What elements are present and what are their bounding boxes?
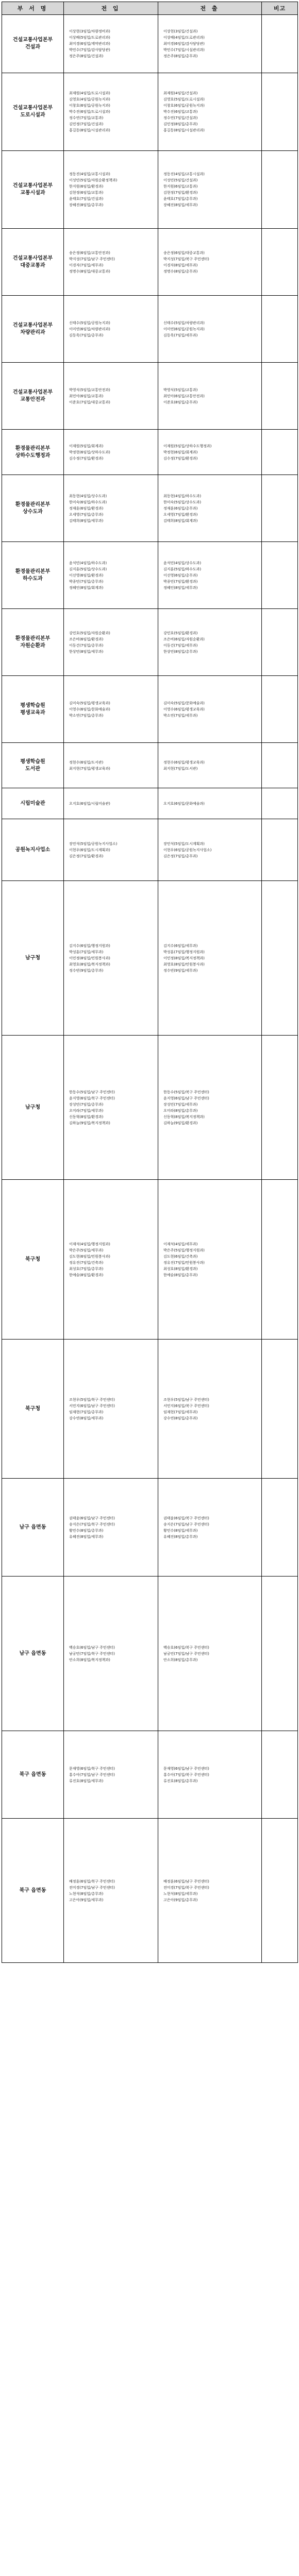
transfer-out-list (158, 743, 262, 788)
transfer-in-list (64, 1479, 158, 1577)
transfer-out-entry: 장혜진(8임입/세무과) (163, 203, 198, 207)
note-cell (262, 15, 298, 73)
transfer-out-entry: 신태수(5임입/차량관리과) (163, 320, 205, 325)
transfer-in-entry: 남궁민(7임입/북구 주민센터) (69, 1651, 115, 1656)
transfer-out-entry: 정수연(7임입/건설과) (163, 116, 198, 120)
transfer-out-entry: 강민호(5임입/환경과) (163, 631, 198, 635)
transfer-out-entry: 이상배(4임입/도로관리과) (163, 36, 205, 40)
transfer-in-entry: 홍길동(8임입/시설관리과) (69, 128, 110, 132)
transfer-in-entry: 이상배(5임입/도로관리과) (69, 36, 110, 40)
transfer-out-entry: 이경자(8임입/세무과) (163, 263, 198, 267)
transfer-in-entry: 류진호(8임입/세무과) (69, 1778, 104, 1783)
transfer-in-entry: 김하늘(9임입/복지정책과) (69, 1121, 110, 1125)
transfer-out-entry: 김민정(8임입/총무과) (163, 122, 198, 126)
transfer-out-entry: 노현석(8임입/세무과) (163, 1891, 198, 1896)
department-name: 건설교통사업본부 도로시설과 (2, 73, 64, 151)
transfer-in-entry: 박은주(5임입/세무과) (69, 1248, 104, 1252)
transfer-row (2, 1479, 298, 1577)
header-note: 비고 (262, 2, 298, 15)
transfer-out-entry: 조은비(6임입/자원순환과) (163, 637, 205, 641)
transfer-in-list (64, 1819, 158, 1963)
department-name: 공원녹지사업소 (2, 819, 64, 881)
transfer-out-entry: 이미연(6임입/공원녹지과) (163, 327, 205, 331)
transfer-in-entry: 윤태호(7임입/건설과) (69, 197, 104, 201)
transfer-out-entry: 이재원(5임입/상하수도행정과) (163, 444, 212, 448)
department-name: 북구 읍면동 (2, 1819, 64, 1963)
transfer-row (2, 743, 298, 788)
transfer-out-entry: 김도현(6임입/건축과) (163, 1254, 198, 1259)
transfer-in-entry: 오세영(7임입/총무과) (69, 512, 104, 517)
transfer-out-entry: 최재원(4임입/건설과) (163, 91, 198, 95)
transfer-out-list (158, 430, 262, 475)
transfer-out-entry: 김태희(8임입/회계과) (163, 518, 198, 523)
transfer-out-entry: 박성훈(7임입/행정지원과) (163, 950, 205, 954)
transfer-out-list (158, 151, 262, 229)
transfer-in-entry: 유혜진(8임입/세무과) (69, 1534, 104, 1539)
department-name: 남구 읍면동 (2, 1479, 64, 1577)
transfer-in-entry: 박소연(7임입/총무과) (69, 713, 104, 718)
transfer-in-entry: 배정훈(6임입/북구 주민센터) (69, 1879, 115, 1884)
transfer-out-entry: 유혜진(8임입/총무과) (163, 1534, 198, 1539)
transfer-in-entry: 박수진(6임입/도로시설과) (69, 110, 110, 114)
transfer-out-entry: 정현수(6임입/평생교육과) (163, 760, 205, 765)
transfer-in-entry: 정현수(6임입/도서관) (69, 760, 104, 765)
transfer-in-entry: 송은정(6임입/교통안전과) (69, 250, 110, 255)
transfer-out-entry: 이성민(5임입/건설과) (163, 178, 198, 182)
transfer-out-entry: 문재영(6임입/남구 주민센터) (163, 1766, 209, 1771)
transfer-in-entry: 박정현(6임입/상하수도과) (69, 450, 110, 454)
transfer-in-list (64, 676, 158, 743)
transfer-in-entry: 신동혁(8임입/환경과) (69, 1114, 104, 1119)
transfer-in-entry: 이재석(4임입/행정지원과) (69, 1242, 110, 1246)
transfer-in-entry: 최재원(4임입/도로시설과) (69, 91, 110, 95)
transfer-out-entry: 이동건(7임입/세무과) (163, 643, 198, 648)
transfer-in-entry: 장민석(5임입/공원녹지사업소) (69, 841, 118, 846)
transfer-in-list (64, 229, 158, 296)
transfer-out-entry: 한예슬(8임입/총무과) (163, 1273, 198, 1277)
transfer-out-entry: 이재석(4임입/세무과) (163, 1242, 198, 1246)
transfer-out-entry: 박지성(7임입/북구 주민센터) (163, 257, 209, 261)
transfer-row (2, 475, 298, 542)
transfer-in-entry: 권태윤(6임입/남구 주민센터) (69, 1516, 115, 1520)
transfer-out-entry: 한동수(5임입/북구 주민센터) (163, 1090, 209, 1094)
transfer-out-entry: 오세영(7임입/환경과) (163, 512, 198, 517)
note-cell (262, 1479, 298, 1577)
transfer-row (2, 15, 298, 73)
transfer-out-entry: 박종민(7임입/환경과) (163, 579, 198, 584)
transfer-out-entry: 한미숙(5임입/상수도과) (163, 500, 202, 504)
transfer-out-entry: 이상현(3임입/건설과) (163, 29, 198, 33)
transfer-out-entry: 박정현(6임입/회계과) (163, 450, 198, 454)
transfer-in-entry: 박지성(7임입/남구 주민센터) (69, 257, 115, 261)
transfer-out-entry: 오지호(6임입/문화예술과) (163, 801, 205, 806)
transfer-in-entry: 김미숙(5임입/평생교육과) (69, 701, 110, 705)
transfer-in-entry: 장성민(7임입/총무과) (69, 1102, 104, 1107)
transfer-in-entry: 안소희(8임입/복지정책과) (69, 1657, 110, 1662)
department-name: 건설교통사업본부 차량관리과 (2, 296, 64, 363)
note-cell (262, 475, 298, 542)
department-name: 환경물관리본부 하수도과 (2, 542, 64, 609)
transfer-out-list (158, 1819, 262, 1963)
transfer-out-entry: 정재훈(6임입/총무과) (163, 506, 198, 511)
transfer-in-list (64, 881, 158, 1036)
transfer-row (2, 1036, 298, 1180)
transfer-out-entry: 이영수(6임입/평생교육과) (163, 707, 205, 711)
transfer-in-entry: 조현우(5임입/북구 주민센터) (69, 1397, 115, 1402)
transfer-in-entry: 이경자(7임입/세무과) (69, 263, 104, 267)
transfer-out-entry: 정은주(8임입/총무과) (163, 54, 198, 58)
transfer-in-entry: 송지은(7임입/북구 주민센터) (69, 1522, 115, 1527)
transfer-out-entry: 김은정(7임입/총무과) (163, 854, 198, 858)
transfer-in-entry: 홍수아(7임입/남구 주민센터) (69, 1772, 115, 1777)
transfer-row (2, 788, 298, 819)
transfer-in-entry: 강수연(8임입/세무과) (69, 1416, 104, 1420)
transfer-row (2, 363, 298, 430)
transfer-out-entry: 전미경(7임입/북구 주민센터) (163, 1885, 209, 1890)
transfer-in-entry: 한미숙(6임입/하수도과) (69, 500, 107, 504)
transfer-in-entry: 정유진(7임입/건축과) (69, 1260, 104, 1265)
transfer-row (2, 609, 298, 676)
transfer-out-entry: 백승호(6임입/북구 주민센터) (163, 1645, 209, 1650)
transfer-in-entry: 이상현(3임입/차량정비과) (69, 29, 110, 33)
transfer-out-entry: 정명수(8임입/총무과) (163, 269, 198, 274)
transfer-in-list (64, 819, 158, 881)
transfer-in-list (64, 15, 158, 73)
transfer-in-entry: 이현우(6임입/도시계획과) (69, 848, 110, 852)
transfer-in-entry: 백승호(6임입/남구 주민센터) (69, 1645, 115, 1650)
transfer-out-entry: 김현정(7임입/환경과) (163, 191, 198, 195)
transfer-out-entry: 최동현(4임입/하수도과) (163, 494, 202, 498)
transfer-row (2, 676, 298, 743)
note-cell (262, 743, 298, 788)
transfer-out-entry: 안소희(8임입/총무과) (163, 1657, 198, 1662)
transfer-table (2, 2, 298, 1963)
transfer-out-entry: 박영식(5임입/교통과) (163, 387, 198, 392)
transfer-in-list (64, 609, 158, 676)
transfer-out-entry: 김영호(5임입/도로시설과) (163, 97, 205, 101)
transfer-in-entry: 최미경(6임입/계약관리과) (69, 42, 110, 46)
transfer-row (2, 296, 298, 363)
transfer-out-entry: 배정훈(6임입/남구 주민센터) (163, 1879, 209, 1884)
transfer-row (2, 151, 298, 229)
transfer-in-entry: 정수연(7임입/교통과) (69, 116, 104, 120)
note-cell (262, 676, 298, 743)
department-name: 북구청 (2, 1340, 64, 1479)
transfer-out-entry: 조현우(5임입/남구 주민센터) (163, 1397, 209, 1402)
note-cell (262, 609, 298, 676)
transfer-in-entry: 이창호(6임입/공원녹지과) (69, 104, 110, 108)
transfer-in-entry: 장혜진(8임입/총무과) (69, 203, 104, 207)
note-cell (262, 1577, 298, 1731)
department-name: 환경물관리본부 상수도과 (2, 475, 64, 542)
transfer-in-entry: 이미연(6임입/차량관리과) (69, 327, 110, 331)
transfer-out-entry: 홍길동(8임입/시설관리과) (163, 128, 205, 132)
transfer-in-entry: 김태희(8임입/세무과) (69, 518, 104, 523)
transfer-out-entry: 서민지(6임입/북구 주민센터) (163, 1403, 209, 1408)
transfer-in-entry: 정수빈(9임입/총무과) (69, 968, 104, 973)
transfer-in-entry: 김민정(7임입/건설과) (69, 122, 104, 126)
transfer-row (2, 542, 298, 609)
note-cell (262, 151, 298, 229)
transfer-out-entry: 윤지영(6임입/남구 주민센터) (163, 1096, 209, 1100)
transfer-out-entry: 류진호(8임입/총무과) (163, 1778, 198, 1783)
transfer-out-list (158, 15, 262, 73)
note-cell (262, 1819, 298, 1963)
transfer-in-list (64, 296, 158, 363)
note-cell (262, 1036, 298, 1180)
transfer-in-list (64, 430, 158, 475)
transfer-out-entry: 김동욱(7임입/세무과) (163, 333, 198, 337)
transfer-rows (2, 15, 298, 1963)
transfer-in-entry: 정재훈(6임입/환경과) (69, 506, 104, 511)
transfer-in-entry: 김지훈(5임입/상수도과) (69, 567, 107, 571)
transfer-out-entry: 최지현(7임입/도서관) (163, 766, 198, 771)
transfer-in-list (64, 788, 158, 819)
transfer-out-list (158, 788, 262, 819)
transfer-in-entry: 최성호(7임입/총무과) (69, 1266, 104, 1271)
department-name: 건설교통사업본부 대중교통과 (2, 229, 64, 296)
transfer-out-entry: 이선영(6임입/총무과) (163, 573, 198, 578)
note-cell (262, 1731, 298, 1819)
transfer-out-entry: 박수진(6임입/교통과) (163, 110, 198, 114)
transfer-out-entry: 오미라(8임입/총무과) (163, 1108, 198, 1113)
transfer-row (2, 1819, 298, 1963)
transfer-in-entry: 이성민(5임입/자원순환정책과) (69, 178, 118, 182)
transfer-out-list (158, 676, 262, 743)
transfer-in-entry: 오지호(6임입/시립미술관) (69, 801, 110, 806)
transfer-in-entry: 이동건(7임입/총무과) (69, 643, 104, 648)
transfer-out-entry: 최영호(8임입/민원봉사과) (163, 962, 205, 967)
transfer-out-list (158, 1731, 262, 1819)
transfer-out-entry: 권태윤(6임입/북구 주민센터) (163, 1516, 209, 1520)
transfer-in-entry: 김영호(4임입/공원녹지과) (69, 97, 110, 101)
transfer-in-entry: 김도현(6임입/민원봉사과) (69, 1254, 110, 1259)
transfer-out-list (158, 1479, 262, 1577)
department-name: 시립미술관 (2, 788, 64, 819)
transfer-in-list (64, 151, 158, 229)
transfer-out-entry: 김하늘(9임입/환경과) (163, 1121, 198, 1125)
transfer-in-entry: 박영식(5임입/교통안전과) (69, 387, 110, 392)
department-name: 건설교통사업본부 건설과 (2, 15, 64, 73)
department-name: 남구 읍면동 (2, 1577, 64, 1731)
header-row (2, 2, 298, 15)
transfer-out-entry: 이준호(8임입/총무과) (163, 400, 198, 404)
transfer-out-entry: 정수빈(9임입/세무과) (163, 968, 198, 973)
transfer-in-entry: 한예슬(8임입/환경과) (69, 1273, 104, 1277)
transfer-row (2, 819, 298, 881)
transfer-out-entry: 한지원(6임입/교통과) (163, 184, 198, 189)
transfer-in-entry: 최지현(7임입/평생교육과) (69, 766, 110, 771)
note-cell (262, 73, 298, 151)
transfer-out-entry: 장성민(7임입/세무과) (163, 1102, 198, 1107)
transfer-out-entry: 김지수(6임입/세무과) (163, 943, 198, 948)
department-name: 평생학습원 도서관 (2, 743, 64, 788)
transfer-in-list (64, 363, 158, 430)
department-name: 남구청 (2, 881, 64, 1036)
note-cell (262, 819, 298, 881)
transfer-row (2, 881, 298, 1036)
transfer-in-entry: 정명수(8임입/대중교통과) (69, 269, 110, 274)
transfer-out-list (158, 542, 262, 609)
header-transfer-out: 전 출 (158, 2, 262, 15)
transfer-row (2, 1340, 298, 1479)
transfer-in-entry: 김지수(6임입/행정지원과) (69, 943, 110, 948)
transfer-out-list (158, 881, 262, 1036)
transfer-out-entry: 최민아(6임입/교통안전과) (163, 394, 205, 398)
transfer-in-entry: 김은정(7임입/환경과) (69, 854, 104, 858)
transfer-out-entry: 남궁민(7임입/남구 주민센터) (163, 1651, 209, 1656)
note-cell (262, 430, 298, 475)
transfer-in-list (64, 73, 158, 151)
transfer-out-entry: 강수연(8임입/총무과) (163, 1416, 198, 1420)
transfer-in-entry: 문재영(6임입/북구 주민센터) (69, 1766, 115, 1771)
transfer-in-entry: 이준호(7임입/대중교통과) (69, 400, 110, 404)
transfer-out-entry: 박은주(5임입/행정지원과) (163, 1248, 205, 1252)
transfer-row (2, 1180, 298, 1340)
department-name: 북구청 (2, 1180, 64, 1340)
transfer-row (2, 73, 298, 151)
transfer-out-entry: 최성호(8임입/환경과) (163, 1266, 198, 1271)
transfer-in-entry: 한지원(6임입/환경과) (69, 184, 104, 189)
transfer-out-entry: 최미경(6임입/감사담당관) (163, 42, 205, 46)
note-cell (262, 296, 298, 363)
transfer-out-entry: 한상민(8임입/총무과) (163, 649, 198, 654)
transfer-in-entry: 노현석(8임입/총무과) (69, 1891, 104, 1896)
transfer-in-entry: 박성훈(7임입/세무과) (69, 950, 104, 954)
transfer-in-list (64, 542, 158, 609)
note-cell (262, 542, 298, 609)
transfer-in-entry: 이영수(6임입/문화예술과) (69, 707, 110, 711)
transfer-out-entry: 임재현(7임입/세무과) (163, 1410, 198, 1414)
transfer-in-entry: 이재원(5임입/회계과) (69, 444, 104, 448)
transfer-out-entry: 이창호(6임입/공원녹지과) (163, 104, 205, 108)
transfer-out-entry: 고은아(9임입/총무과) (163, 1897, 198, 1902)
transfer-in-entry: 최민아(6임입/교통과) (69, 394, 104, 398)
transfer-out-entry: 김수정(7임입/환경과) (163, 456, 198, 461)
transfer-in-list (64, 1340, 158, 1479)
transfer-in-entry: 박종민(7임입/총무과) (69, 579, 104, 584)
transfer-in-list (64, 1577, 158, 1731)
transfer-out-entry: 장민석(5임입/도시계획과) (163, 841, 205, 846)
transfer-out-list (158, 609, 262, 676)
transfer-in-entry: 김동욱(7임입/총무과) (69, 333, 104, 337)
transfer-out-list (158, 1577, 262, 1731)
note-cell (262, 1180, 298, 1340)
transfer-in-entry: 오미라(7임입/세무과) (69, 1108, 104, 1113)
transfer-in-entry: 최영호(8임입/복지정책과) (69, 962, 110, 967)
note-cell (262, 229, 298, 296)
department-name: 환경물관리본부 자원순환과 (2, 609, 64, 676)
note-cell (262, 788, 298, 819)
transfer-in-entry: 김현정(6임입/교통과) (69, 191, 104, 195)
transfer-in-entry: 강민호(5임입/자원순환과) (69, 631, 110, 635)
department-name: 건설교통사업본부 교통시설과 (2, 151, 64, 229)
transfer-out-list (158, 1340, 262, 1479)
header-transfer-in: 전 입 (64, 2, 158, 15)
transfer-in-entry: 김수정(7임입/환경과) (69, 456, 104, 461)
department-name: 환경물관리본부 상하수도행정과 (2, 430, 64, 475)
note-cell (262, 1340, 298, 1479)
transfer-in-entry: 임재현(7임입/총무과) (69, 1410, 104, 1414)
transfer-in-entry: 정동진(4임입/교통시설과) (69, 172, 110, 176)
transfer-out-entry: 박소연(7임입/세무과) (163, 713, 198, 718)
transfer-in-entry: 황민수(8임입/총무과) (69, 1528, 104, 1533)
transfer-out-entry: 송지은(7임입/남구 주민센터) (163, 1522, 209, 1527)
transfer-in-list (64, 475, 158, 542)
transfer-out-entry: 김지훈(5임입/하수도과) (163, 567, 202, 571)
transfer-in-entry: 조은비(6임입/환경과) (69, 637, 104, 641)
transfer-out-list (158, 819, 262, 881)
transfer-in-list (64, 743, 158, 788)
transfer-out-entry: 이현우(6임입/공원녹지사업소) (163, 848, 212, 852)
transfer-in-entry: 한동수(5임입/남구 주민센터) (69, 1090, 115, 1094)
transfer-in-entry: 고은아(9임입/세무과) (69, 1897, 104, 1902)
note-cell (262, 363, 298, 430)
note-cell (262, 881, 298, 1036)
transfer-in-list (64, 1180, 158, 1340)
transfer-out-list (158, 1180, 262, 1340)
transfer-out-list (158, 363, 262, 430)
transfer-in-entry: 박민수(7임입/감사담당관) (69, 48, 110, 52)
transfer-row (2, 1731, 298, 1819)
transfer-in-list (64, 1731, 158, 1819)
transfer-out-list (158, 1036, 262, 1180)
transfer-in-entry: 전미경(7임입/남구 주민센터) (69, 1885, 115, 1890)
transfer-row (2, 430, 298, 475)
transfer-out-entry: 송은정(6임입/대중교통과) (163, 250, 205, 255)
transfer-out-entry: 정동진(4임입/교통시설과) (163, 172, 205, 176)
transfer-out-entry: 홍수아(7임입/북구 주민센터) (163, 1772, 209, 1777)
transfer-out-entry: 이민정(8임입/복지정책과) (163, 956, 205, 960)
header-dept: 부 서 명 (2, 2, 64, 15)
transfer-in-list (64, 1036, 158, 1180)
transfer-out-entry: 황민수(8임입/세무과) (163, 1528, 198, 1533)
personnel-transfer-document (2, 2, 297, 1963)
transfer-out-list (158, 475, 262, 542)
transfer-out-list (158, 73, 262, 151)
department-name: 남구청 (2, 1036, 64, 1180)
transfer-row (2, 1577, 298, 1731)
transfer-out-entry: 김미숙(5임입/문화예술과) (163, 701, 205, 705)
transfer-out-entry: 박민수(7임입/시설관리과) (163, 48, 205, 52)
transfer-out-entry: 윤석민(4임입/상수도과) (163, 561, 202, 565)
transfer-in-entry: 신태수(5임입/공원녹지과) (69, 320, 110, 325)
transfer-out-entry: 정혜인(8임입/세무과) (163, 585, 198, 590)
transfer-in-entry: 최동현(4임입/상수도과) (69, 494, 107, 498)
transfer-in-entry: 윤지영(6임입/북구 주민센터) (69, 1096, 115, 1100)
department-name: 북구 읍면동 (2, 1731, 64, 1819)
transfer-out-entry: 신동혁(8임입/복지정책과) (163, 1114, 205, 1119)
transfer-in-entry: 이민정(8임입/민원봉사과) (69, 956, 110, 960)
transfer-in-entry: 정은주(8임입/건설과) (69, 54, 104, 58)
transfer-in-entry: 한상민(8임입/세무과) (69, 649, 104, 654)
transfer-out-entry: 윤태호(7임입/총무과) (163, 197, 198, 201)
transfer-row (2, 229, 298, 296)
transfer-in-entry: 이선영(6임입/환경과) (69, 573, 104, 578)
department-name: 건설교통사업본부 교통안전과 (2, 363, 64, 430)
transfer-in-entry: 윤석민(4임입/하수도과) (69, 561, 107, 565)
transfer-in-entry: 서민지(6임입/남구 주민센터) (69, 1403, 115, 1408)
transfer-out-entry: 정유진(7임입/민원봉사과) (163, 1260, 205, 1265)
transfer-in-entry: 정혜인(8임입/회계과) (69, 585, 104, 590)
transfer-out-list (158, 296, 262, 363)
department-name: 평생학습원 평생교육과 (2, 676, 64, 743)
transfer-out-list (158, 229, 262, 296)
